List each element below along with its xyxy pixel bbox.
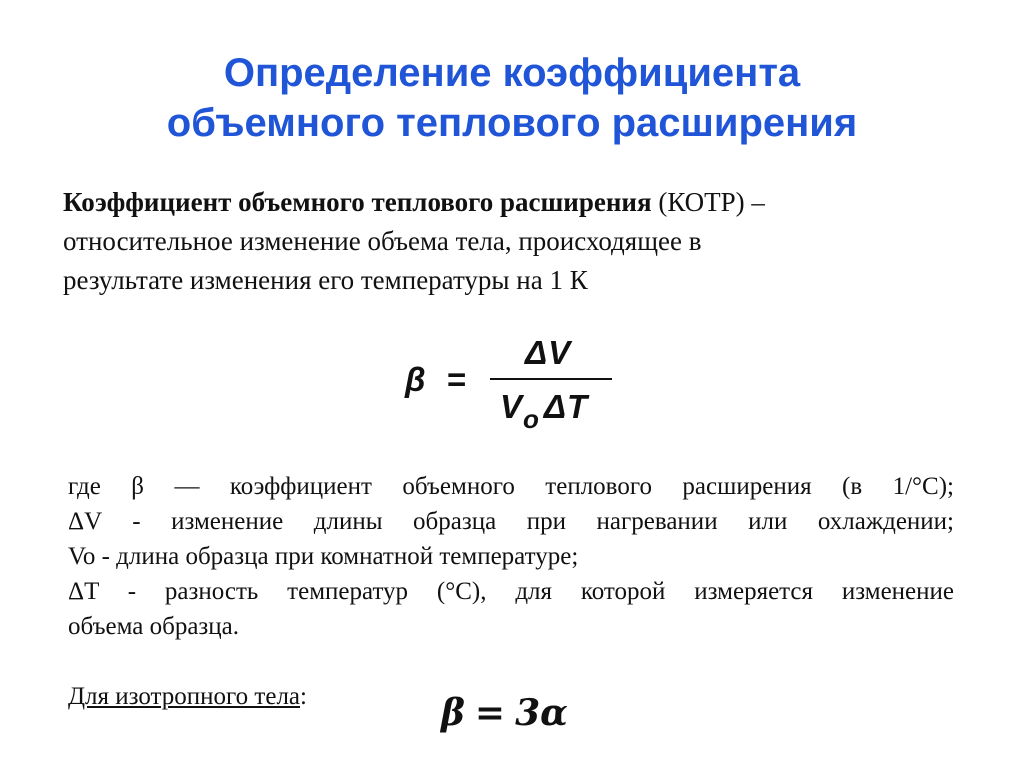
title-line-1: Определение коэффициента [223, 51, 801, 95]
definition-paragraph [63, 183, 963, 300]
title-line-2: объемного теплового расширения [166, 101, 858, 145]
isotropic-label [68, 679, 307, 714]
isotropic-formula-rhs: 3α [515, 692, 568, 734]
definition-line-2: относительное изменение объема тела, происходящее в [63, 226, 702, 256]
formula-beta-symbol: β [405, 361, 426, 398]
definition-abbrev: (КОТР) – [651, 187, 765, 217]
explanation-line-3: Vo - длина образца при комнатной температуре; [68, 543, 579, 570]
explanation-line-4: ΔT - разность температур (°C), для которой измеряется изменение [68, 578, 954, 605]
slide-title [40, 48, 984, 148]
denominator-v: V [500, 388, 524, 425]
formula-numerator: ΔV [525, 334, 572, 371]
formula-equals-sign: = [447, 361, 467, 398]
isotropic-formula [441, 691, 568, 735]
beta-formula [405, 336, 620, 436]
denominator-delta-t: ΔT [543, 388, 589, 425]
isotropic-formula-equals: = [474, 692, 506, 734]
isotropic-formula-beta: β [441, 692, 465, 734]
explanation-line-1: где β — коэффициент объемного теплового расширения (в 1/°C); [68, 473, 954, 500]
definition-term: Коэффициент объемного теплового расширения [63, 187, 652, 217]
isotropic-colon: : [300, 683, 307, 710]
definition-line-1 [63, 183, 963, 222]
definition-line-3: результате изменения его температуры на 1 К [63, 265, 588, 295]
explanation-line-2: ΔV - изменение длины образца при нагревании или охлаждении; [68, 508, 954, 535]
fraction-bar [490, 378, 612, 380]
explanation-paragraph [68, 469, 954, 644]
isotropic-label-text: Для изотропного тела [68, 683, 301, 710]
explanation-line-5: объема образца. [68, 613, 240, 640]
denominator-subscript: o [523, 404, 540, 434]
formula-denominator [500, 388, 589, 434]
